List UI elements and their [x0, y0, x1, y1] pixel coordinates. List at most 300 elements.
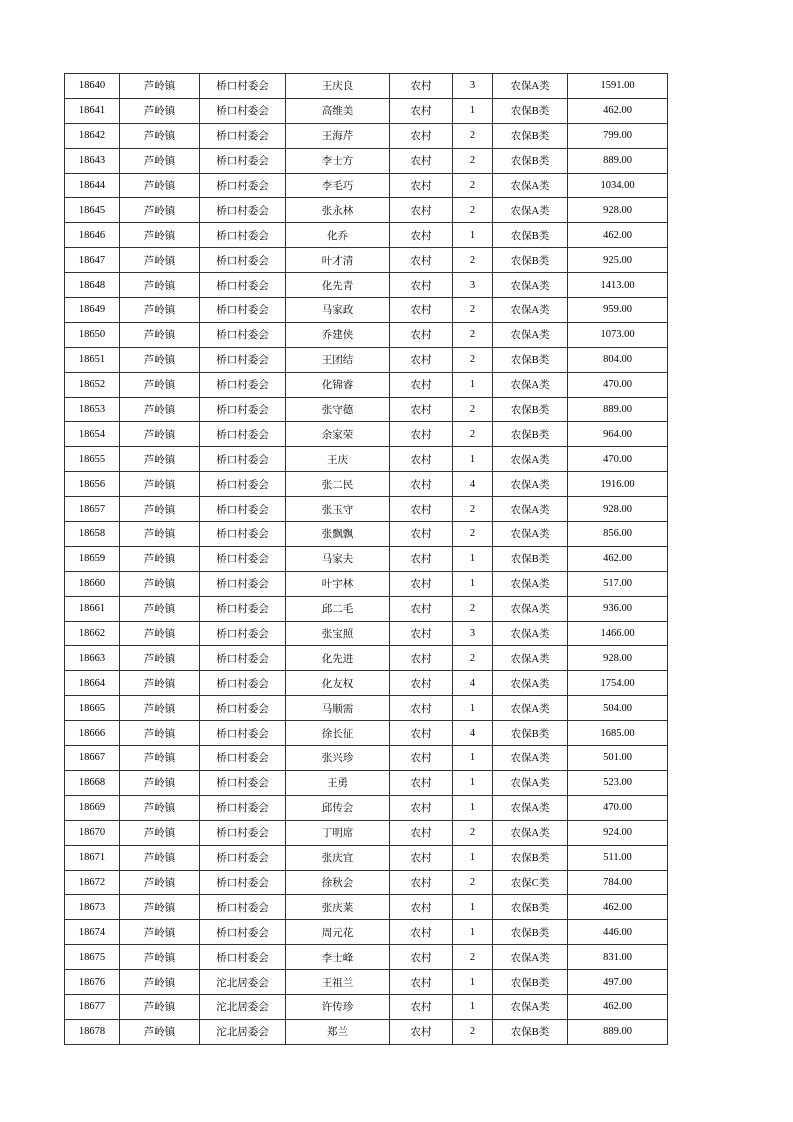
cell-count: 3	[453, 273, 493, 298]
cell-town: 芦岭镇	[120, 74, 200, 99]
cell-name: 马家夫	[286, 546, 390, 571]
cell-name: 高维美	[286, 98, 390, 123]
cell-count: 1	[453, 98, 493, 123]
cell-name: 张庆莱	[286, 895, 390, 920]
cell-town: 芦岭镇	[120, 721, 200, 746]
cell-category: 农保A类	[493, 74, 568, 99]
cell-name: 张守德	[286, 397, 390, 422]
cell-id: 18657	[65, 497, 120, 522]
cell-town: 芦岭镇	[120, 870, 200, 895]
cell-area-type: 农村	[390, 397, 453, 422]
cell-category: 农保B类	[493, 1019, 568, 1044]
cell-village: 桥口村委会	[200, 696, 286, 721]
cell-count: 1	[453, 970, 493, 995]
cell-count: 1	[453, 770, 493, 795]
cell-amount: 462.00	[568, 546, 668, 571]
cell-village: 桥口村委会	[200, 248, 286, 273]
cell-id: 18670	[65, 820, 120, 845]
cell-count: 1	[453, 696, 493, 721]
cell-count: 1	[453, 795, 493, 820]
cell-amount: 511.00	[568, 845, 668, 870]
cell-id: 18671	[65, 845, 120, 870]
cell-id: 18669	[65, 795, 120, 820]
cell-village: 桥口村委会	[200, 746, 286, 771]
cell-category: 农保A类	[493, 447, 568, 472]
cell-amount: 959.00	[568, 298, 668, 323]
cell-village: 桥口村委会	[200, 820, 286, 845]
cell-id: 18655	[65, 447, 120, 472]
cell-count: 2	[453, 148, 493, 173]
cell-amount: 1685.00	[568, 721, 668, 746]
cell-id: 18661	[65, 596, 120, 621]
cell-amount: 928.00	[568, 198, 668, 223]
cell-name: 张永林	[286, 198, 390, 223]
table-row	[65, 845, 668, 870]
cell-area-type: 农村	[390, 1019, 453, 1044]
cell-village: 桥口村委会	[200, 795, 286, 820]
cell-id: 18648	[65, 273, 120, 298]
cell-name: 许传珍	[286, 994, 390, 1019]
cell-amount: 462.00	[568, 98, 668, 123]
cell-amount: 1754.00	[568, 671, 668, 696]
cell-count: 1	[453, 223, 493, 248]
cell-town: 芦岭镇	[120, 621, 200, 646]
cell-area-type: 农村	[390, 970, 453, 995]
cell-amount: 462.00	[568, 895, 668, 920]
cell-name: 乔建侠	[286, 322, 390, 347]
cell-count: 2	[453, 422, 493, 447]
cell-area-type: 农村	[390, 522, 453, 547]
cell-count: 2	[453, 123, 493, 148]
cell-id: 18668	[65, 770, 120, 795]
cell-amount: 889.00	[568, 1019, 668, 1044]
cell-area-type: 农村	[390, 671, 453, 696]
table-row	[65, 74, 668, 99]
table-row	[65, 347, 668, 372]
cell-id: 18677	[65, 994, 120, 1019]
table-row	[65, 696, 668, 721]
cell-amount: 1413.00	[568, 273, 668, 298]
cell-name: 邱二毛	[286, 596, 390, 621]
cell-category: 农保A类	[493, 298, 568, 323]
cell-village: 桥口村委会	[200, 522, 286, 547]
cell-count: 3	[453, 621, 493, 646]
cell-category: 农保A类	[493, 273, 568, 298]
cell-area-type: 农村	[390, 273, 453, 298]
cell-area-type: 农村	[390, 74, 453, 99]
table-row	[65, 945, 668, 970]
cell-village: 桥口村委会	[200, 422, 286, 447]
cell-town: 芦岭镇	[120, 98, 200, 123]
table-row	[65, 870, 668, 895]
table-row	[65, 397, 668, 422]
cell-name: 化先进	[286, 646, 390, 671]
cell-town: 芦岭镇	[120, 447, 200, 472]
table-row	[65, 522, 668, 547]
cell-town: 芦岭镇	[120, 148, 200, 173]
cell-name: 李毛巧	[286, 173, 390, 198]
cell-id: 18651	[65, 347, 120, 372]
cell-amount: 804.00	[568, 347, 668, 372]
cell-id: 18674	[65, 920, 120, 945]
cell-name: 马顺需	[286, 696, 390, 721]
cell-area-type: 农村	[390, 721, 453, 746]
cell-id: 18675	[65, 945, 120, 970]
cell-count: 2	[453, 945, 493, 970]
cell-town: 芦岭镇	[120, 546, 200, 571]
cell-category: 农保B类	[493, 347, 568, 372]
cell-category: 农保B类	[493, 546, 568, 571]
cell-village: 桥口村委会	[200, 322, 286, 347]
cell-area-type: 农村	[390, 571, 453, 596]
cell-amount: 936.00	[568, 596, 668, 621]
table-row	[65, 546, 668, 571]
cell-amount: 462.00	[568, 994, 668, 1019]
cell-village: 桥口村委会	[200, 273, 286, 298]
cell-count: 2	[453, 870, 493, 895]
cell-area-type: 农村	[390, 223, 453, 248]
cell-amount: 889.00	[568, 148, 668, 173]
table-row	[65, 148, 668, 173]
cell-area-type: 农村	[390, 646, 453, 671]
cell-category: 农保B类	[493, 845, 568, 870]
cell-name: 王庆	[286, 447, 390, 472]
table-row	[65, 721, 668, 746]
cell-name: 叶宇林	[286, 571, 390, 596]
cell-area-type: 农村	[390, 920, 453, 945]
cell-town: 芦岭镇	[120, 198, 200, 223]
cell-category: 农保A类	[493, 497, 568, 522]
table-row	[65, 223, 668, 248]
cell-id: 18665	[65, 696, 120, 721]
cell-id: 18643	[65, 148, 120, 173]
cell-name: 化乔	[286, 223, 390, 248]
cell-town: 芦岭镇	[120, 596, 200, 621]
cell-count: 2	[453, 173, 493, 198]
cell-name: 王庆良	[286, 74, 390, 99]
cell-category: 农保A类	[493, 746, 568, 771]
cell-category: 农保A类	[493, 472, 568, 497]
cell-amount: 446.00	[568, 920, 668, 945]
cell-village: 桥口村委会	[200, 148, 286, 173]
cell-amount: 784.00	[568, 870, 668, 895]
cell-name: 周元花	[286, 920, 390, 945]
cell-area-type: 农村	[390, 746, 453, 771]
cell-category: 农保B类	[493, 148, 568, 173]
cell-town: 芦岭镇	[120, 795, 200, 820]
cell-category: 农保A类	[493, 994, 568, 1019]
cell-town: 芦岭镇	[120, 273, 200, 298]
cell-area-type: 农村	[390, 870, 453, 895]
cell-town: 芦岭镇	[120, 920, 200, 945]
cell-town: 芦岭镇	[120, 123, 200, 148]
cell-name: 叶才清	[286, 248, 390, 273]
cell-town: 芦岭镇	[120, 671, 200, 696]
cell-id: 18658	[65, 522, 120, 547]
cell-town: 芦岭镇	[120, 1019, 200, 1044]
cell-amount: 1073.00	[568, 322, 668, 347]
cell-category: 农保B类	[493, 397, 568, 422]
cell-count: 2	[453, 397, 493, 422]
table-row	[65, 795, 668, 820]
cell-category: 农保B类	[493, 422, 568, 447]
cell-amount: 497.00	[568, 970, 668, 995]
cell-name: 张玉守	[286, 497, 390, 522]
cell-area-type: 农村	[390, 795, 453, 820]
table-row	[65, 820, 668, 845]
cell-id: 18660	[65, 571, 120, 596]
cell-id: 18650	[65, 322, 120, 347]
cell-name: 化友权	[286, 671, 390, 696]
cell-area-type: 农村	[390, 248, 453, 273]
cell-town: 芦岭镇	[120, 820, 200, 845]
cell-area-type: 农村	[390, 173, 453, 198]
cell-id: 18653	[65, 397, 120, 422]
cell-count: 2	[453, 322, 493, 347]
cell-name: 张二民	[286, 472, 390, 497]
cell-village: 桥口村委会	[200, 173, 286, 198]
cell-name: 李士峰	[286, 945, 390, 970]
cell-village: 沱北居委会	[200, 970, 286, 995]
cell-area-type: 农村	[390, 447, 453, 472]
table-row	[65, 571, 668, 596]
cell-name: 张庆宜	[286, 845, 390, 870]
cell-count: 3	[453, 74, 493, 99]
cell-name: 丁明席	[286, 820, 390, 845]
table-row	[65, 920, 668, 945]
cell-amount: 523.00	[568, 770, 668, 795]
cell-village: 桥口村委会	[200, 447, 286, 472]
cell-village: 桥口村委会	[200, 123, 286, 148]
cell-count: 1	[453, 372, 493, 397]
cell-amount: 501.00	[568, 746, 668, 771]
cell-category: 农保B类	[493, 970, 568, 995]
cell-town: 芦岭镇	[120, 173, 200, 198]
cell-count: 2	[453, 497, 493, 522]
table-row	[65, 970, 668, 995]
cell-category: 农保A类	[493, 522, 568, 547]
cell-amount: 799.00	[568, 123, 668, 148]
cell-village: 桥口村委会	[200, 621, 286, 646]
cell-amount: 928.00	[568, 497, 668, 522]
cell-village: 桥口村委会	[200, 646, 286, 671]
cell-name: 王祖兰	[286, 970, 390, 995]
table-row	[65, 173, 668, 198]
cell-id: 18656	[65, 472, 120, 497]
cell-amount: 928.00	[568, 646, 668, 671]
cell-town: 芦岭镇	[120, 497, 200, 522]
cell-name: 张兴珍	[286, 746, 390, 771]
cell-village: 桥口村委会	[200, 770, 286, 795]
cell-name: 郑兰	[286, 1019, 390, 1044]
cell-town: 芦岭镇	[120, 895, 200, 920]
cell-name: 张飘飘	[286, 522, 390, 547]
cell-count: 2	[453, 596, 493, 621]
cell-category: 农保B类	[493, 223, 568, 248]
cell-category: 农保A类	[493, 770, 568, 795]
cell-id: 18642	[65, 123, 120, 148]
cell-count: 2	[453, 646, 493, 671]
table-row	[65, 895, 668, 920]
cell-amount: 964.00	[568, 422, 668, 447]
cell-area-type: 农村	[390, 895, 453, 920]
cell-area-type: 农村	[390, 696, 453, 721]
cell-name: 王勇	[286, 770, 390, 795]
cell-town: 芦岭镇	[120, 322, 200, 347]
cell-area-type: 农村	[390, 546, 453, 571]
cell-town: 芦岭镇	[120, 646, 200, 671]
cell-category: 农保A类	[493, 621, 568, 646]
cell-area-type: 农村	[390, 98, 453, 123]
table-row	[65, 646, 668, 671]
cell-town: 芦岭镇	[120, 746, 200, 771]
cell-category: 农保C类	[493, 870, 568, 895]
cell-id: 18647	[65, 248, 120, 273]
table-row	[65, 322, 668, 347]
cell-town: 芦岭镇	[120, 970, 200, 995]
cell-category: 农保B类	[493, 895, 568, 920]
cell-village: 桥口村委会	[200, 472, 286, 497]
cell-village: 桥口村委会	[200, 920, 286, 945]
cell-area-type: 农村	[390, 596, 453, 621]
cell-amount: 924.00	[568, 820, 668, 845]
cell-village: 沱北居委会	[200, 1019, 286, 1044]
cell-amount: 504.00	[568, 696, 668, 721]
cell-area-type: 农村	[390, 148, 453, 173]
table-row	[65, 671, 668, 696]
cell-name: 马家政	[286, 298, 390, 323]
cell-village: 桥口村委会	[200, 223, 286, 248]
cell-name: 化先青	[286, 273, 390, 298]
cell-village: 桥口村委会	[200, 98, 286, 123]
table-row	[65, 472, 668, 497]
cell-count: 2	[453, 298, 493, 323]
cell-area-type: 农村	[390, 770, 453, 795]
table-body	[65, 74, 668, 1045]
cell-area-type: 农村	[390, 497, 453, 522]
cell-amount: 470.00	[568, 795, 668, 820]
cell-town: 芦岭镇	[120, 472, 200, 497]
cell-category: 农保B类	[493, 98, 568, 123]
cell-count: 4	[453, 472, 493, 497]
cell-amount: 1591.00	[568, 74, 668, 99]
cell-amount: 1466.00	[568, 621, 668, 646]
cell-name: 徐长征	[286, 721, 390, 746]
cell-area-type: 农村	[390, 845, 453, 870]
cell-town: 芦岭镇	[120, 223, 200, 248]
cell-category: 农保A类	[493, 945, 568, 970]
cell-town: 芦岭镇	[120, 770, 200, 795]
cell-area-type: 农村	[390, 123, 453, 148]
cell-town: 芦岭镇	[120, 372, 200, 397]
cell-village: 桥口村委会	[200, 870, 286, 895]
cell-village: 桥口村委会	[200, 671, 286, 696]
table-row	[65, 1019, 668, 1044]
cell-id: 18641	[65, 98, 120, 123]
table-row	[65, 273, 668, 298]
cell-amount: 1916.00	[568, 472, 668, 497]
cell-id: 18654	[65, 422, 120, 447]
cell-count: 2	[453, 1019, 493, 1044]
cell-category: 农保A类	[493, 646, 568, 671]
cell-name: 张宝照	[286, 621, 390, 646]
cell-town: 芦岭镇	[120, 422, 200, 447]
table-row	[65, 198, 668, 223]
cell-count: 1	[453, 571, 493, 596]
cell-village: 桥口村委会	[200, 596, 286, 621]
cell-area-type: 农村	[390, 298, 453, 323]
cell-town: 芦岭镇	[120, 696, 200, 721]
cell-id: 18673	[65, 895, 120, 920]
cell-village: 桥口村委会	[200, 497, 286, 522]
table-row	[65, 248, 668, 273]
cell-name: 王团结	[286, 347, 390, 372]
table-row	[65, 770, 668, 795]
cell-village: 桥口村委会	[200, 298, 286, 323]
table-row	[65, 298, 668, 323]
cell-village: 桥口村委会	[200, 347, 286, 372]
cell-village: 桥口村委会	[200, 397, 286, 422]
cell-id: 18666	[65, 721, 120, 746]
cell-area-type: 农村	[390, 945, 453, 970]
cell-area-type: 农村	[390, 372, 453, 397]
cell-category: 农保A类	[493, 671, 568, 696]
cell-amount: 925.00	[568, 248, 668, 273]
cell-count: 2	[453, 820, 493, 845]
cell-area-type: 农村	[390, 621, 453, 646]
cell-count: 1	[453, 546, 493, 571]
cell-count: 1	[453, 920, 493, 945]
table-row	[65, 621, 668, 646]
table-row	[65, 447, 668, 472]
cell-id: 18676	[65, 970, 120, 995]
cell-name: 余家荣	[286, 422, 390, 447]
cell-village: 桥口村委会	[200, 945, 286, 970]
cell-count: 1	[453, 447, 493, 472]
benefits-table	[64, 73, 668, 1045]
cell-id: 18678	[65, 1019, 120, 1044]
cell-category: 农保A类	[493, 795, 568, 820]
cell-count: 1	[453, 994, 493, 1019]
cell-town: 芦岭镇	[120, 397, 200, 422]
cell-category: 农保A类	[493, 173, 568, 198]
cell-area-type: 农村	[390, 472, 453, 497]
cell-count: 2	[453, 248, 493, 273]
cell-town: 芦岭镇	[120, 571, 200, 596]
cell-amount: 831.00	[568, 945, 668, 970]
cell-name: 邱传会	[286, 795, 390, 820]
cell-count: 2	[453, 198, 493, 223]
cell-name: 王海芹	[286, 123, 390, 148]
cell-amount: 517.00	[568, 571, 668, 596]
cell-category: 农保B类	[493, 721, 568, 746]
cell-amount: 462.00	[568, 223, 668, 248]
cell-village: 桥口村委会	[200, 895, 286, 920]
cell-category: 农保A类	[493, 596, 568, 621]
table-row	[65, 123, 668, 148]
cell-village: 桥口村委会	[200, 721, 286, 746]
cell-area-type: 农村	[390, 994, 453, 1019]
cell-category: 农保A类	[493, 372, 568, 397]
cell-town: 芦岭镇	[120, 248, 200, 273]
cell-amount: 889.00	[568, 397, 668, 422]
table-row	[65, 422, 668, 447]
cell-category: 农保B类	[493, 123, 568, 148]
cell-town: 芦岭镇	[120, 994, 200, 1019]
cell-id: 18649	[65, 298, 120, 323]
cell-count: 4	[453, 721, 493, 746]
cell-town: 芦岭镇	[120, 945, 200, 970]
